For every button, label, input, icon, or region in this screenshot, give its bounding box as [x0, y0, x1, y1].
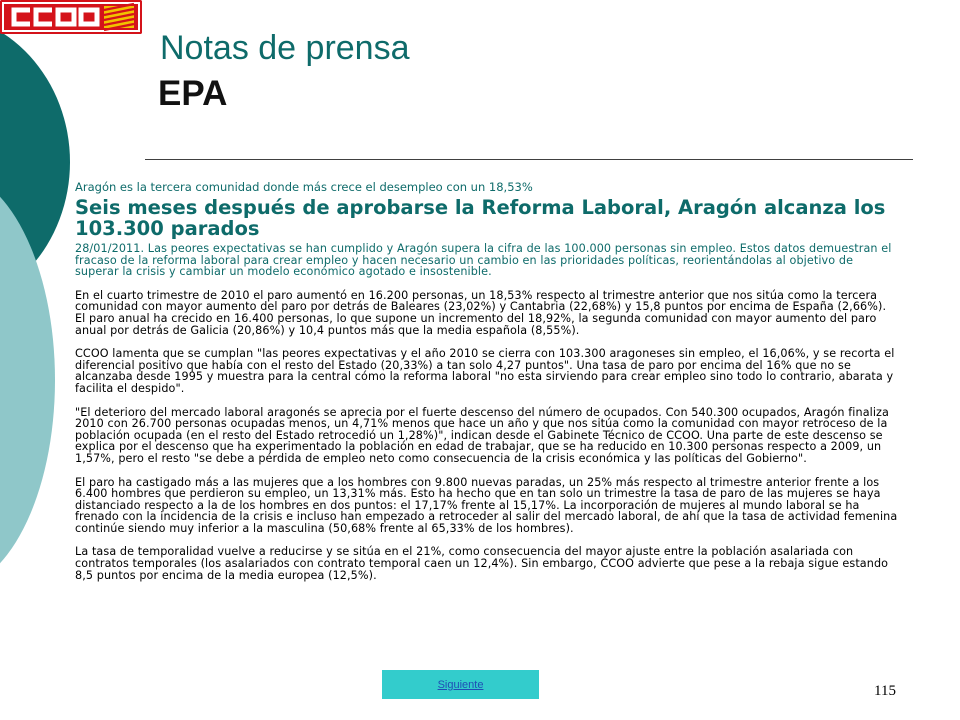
article-paragraph: CCOO lamenta que se cumplan "las peores expectativas y el año 2010 se cierra con 103.300 aragoneses sin empleo, el 16,06%, y se recorta el diferencial positivo que había con el resto del Estado (20,33%) a tan solo 4,27 puntos". Una tasa de paro por encima del 16% que no se alcanzaba desde 1995 y muestra para la central cómo la reforma laboral "no esta sirviendo para crear empleo sino todo lo contrario, abarata y facilita el despido". [75, 347, 895, 395]
page-subtitle: EPA [158, 74, 228, 113]
ccoo-logo [0, 0, 142, 34]
article-paragraph: En el cuarto trimestre de 2010 el paro aumentó en 16.200 personas, un 18,53% respecto al trimestre anterior que nos sitúa como la tercera comunidad con mayor aumento del paro por detrás de Baleares (23,02%) y Cantabria (22,68%) y 15,8 puntos por encima de España (2,66%). El paro anual ha crecido en 16.400 personas, lo que supone un incremento del 18,92%, la segunda comunidad con mayor aumento del paro anual por detrás de Galicia (20,86%) y 10,4 puntos más que la media española (8,55%). [75, 288, 887, 337]
article-paragraph: "El deterioro del mercado laboral aragonés se aprecia por el fuerte descenso del número de ocupados. Con 540.300 ocupados, Aragón finaliza 2010 con 26.700 personas ocupadas menos, un 4,71% menos que hace un año y que nos sitúa como la comunidad con mayor retroceso de la población ocupada (en el resto del Estado retrocedió un 1,28%)", indican desde el Gabinete Técnico de CCOO. Una parte de este descenso se explica por el descenso que ha experimentado la población en edad de trabajar, que se ha reducido en 10.300 personas respecto a 2009, un 1,57%, pero el resto "se debe a pérdida de empleo neto como consecuencia de la crisis económica y las políticas del Gobierno". [75, 405, 889, 465]
page-number: 115 [874, 683, 896, 699]
article-paragraph: La tasa de temporalidad vuelve a reducirse y se sitúa en el 21%, como consecuencia del mayor ajuste entre la población asalariada con contratos temporales (los asalariados con contrato temporal caen un 12,4%). Sin embargo, CCOO advierte que pese a la rebaja sigue estando 8,5 puntos por encima de la media europea (12,5%). [75, 545, 889, 582]
next-button[interactable]: Siguiente [382, 670, 539, 699]
article-paragraph: El paro ha castigado más a las mujeres que a los hombres con 9.800 nuevas paradas, un 25% más respecto al trimestre anterior frente a los 6.400 hombres que perdieron su empleo, un 13,31% más. Esto ha hecho que en tan solo un trimestre la tasa de paro de las mujeres se haya distanciado respecto a la de los hombres en dos puntos: el 17,17% frente al 15,17%. La incorporación de mujeres al mundo laboral se ha frenado con la incidencia de la crisis e incluso han empezado a retroceder al salir del mercado laboral, de ahí que la tasa de actividad femenina continúe siendo muy inferior a la masculina (50,68% frente al 65,33% de los hombres). [75, 475, 898, 535]
page-title: Notas de prensa [160, 29, 410, 67]
article-lead: 28/01/2011. Las peores expectativas se han cumplido y Aragón supera la cifra de las 100.000 personas sin empleo. Estos datos demuestran el fracaso de la reforma laboral para crear empleo y hacen necesario un cambio en las prioridades políticas, reorientándolas al objetivo de superar la crisis y cambiar un modelo económico agotado e insostenible. [75, 242, 892, 279]
article-subhead: Aragón es la tercera comunidad donde más crece el desempleo con un 18,53% [75, 180, 533, 194]
article-body [75, 180, 900, 581]
title-divider [145, 159, 913, 160]
article-headline: Seis meses después de aprobarse la Reforma Laboral, Aragón alcanza los 103.300 parados [75, 196, 886, 240]
